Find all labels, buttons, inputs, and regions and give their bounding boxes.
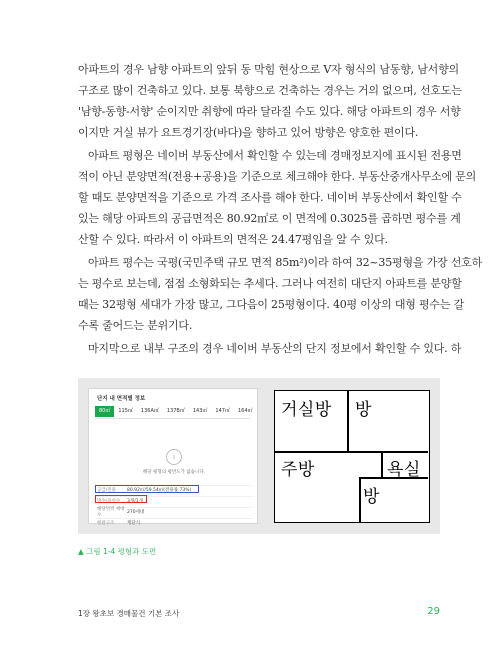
paragraph-line: 마지막으로 내부 구조의 경우 네이버 부동산의 단지 정보에서 확인할 수 있다. 하 — [88, 342, 462, 355]
no-floorplan-message: 해당 평형의 평면도가 없습니다. — [142, 470, 206, 475]
info-icon: i — [166, 449, 182, 465]
floor-plan — [274, 390, 430, 523]
figure-panel — [78, 378, 440, 534]
paragraph-line: 아파트 평형은 네이버 부동산에서 확인할 수 있는데 경매정보지에 표시된 전용면 — [88, 149, 462, 162]
supply-area-highlight — [95, 485, 199, 493]
area-info-title: 단지 내 면적별 정보 — [97, 396, 146, 402]
paragraph-line: 산할 수 있다. 따라서 이 아파트의 면적은 24.47평임을 알 수 있다. — [78, 233, 388, 246]
row-key: 공급/전용 — [97, 488, 116, 493]
paragraph-line: 적이 아닌 분양면적(전용+공용)을 기준으로 체크해야 한다. 부동산중개사무소에 문의 — [78, 170, 477, 183]
paragraph-line: '남향-동향-서향' 순이지만 취향에 따라 달라질 수도 있다. 해당 아파트의 경우 서향 — [78, 105, 461, 118]
table-row — [95, 507, 253, 516]
paragraph-line: 아파트 평수는 국평(국민주택 규모 면적 85m²)이라 하여 32~35평형을 가장 선호하 — [88, 256, 483, 269]
row-value: 80.92㎡/59.54㎡(전용률 73%) — [127, 488, 192, 493]
chapter-footer: 1장 왕초보 경매물건 기본 조사 — [78, 609, 180, 618]
row-value: 3개/1개 — [127, 499, 143, 504]
figure-caption: ▲ 그림 1-4 평형과 도면 — [78, 547, 157, 556]
rooms-highlight — [95, 495, 147, 503]
wall-line — [275, 451, 428, 453]
tab-164[interactable]: 164㎡ — [237, 408, 253, 414]
tab-147[interactable]: 147㎡ — [215, 408, 230, 414]
tab-divider — [95, 418, 251, 419]
tab-80[interactable]: 80㎡ — [95, 406, 114, 417]
room-kitchen: 주방 — [281, 460, 315, 480]
paragraph-line: 수록 줄어드는 분위기다. — [78, 319, 193, 332]
area-info-screenshot — [88, 388, 258, 524]
row-value: 270세대 — [127, 510, 145, 515]
room-living: 거실방 — [281, 400, 332, 420]
row-value: 계단식 — [127, 521, 141, 526]
wall-line — [381, 451, 383, 478]
tab-137b[interactable]: 137B㎡ — [166, 408, 185, 414]
paragraph-line: 이지만 거실 뷰가 요트경기장(바다)을 향하고 있어 방향은 양호한 편이다. — [78, 126, 419, 139]
wall-line — [347, 391, 349, 452]
paragraph-line: 때는 32평형 세대가 가장 많고, 그다음이 25평형이다. 40평 이상의 대형 평수는 갈 — [78, 298, 464, 311]
paragraph-line: 구조로 많이 건축하고 있다. 보통 북향으로 건축하는 경우는 거의 없으며, 선호도는 — [78, 84, 462, 97]
paragraph-line: 는 평수로 보는데, 점점 소형화되는 추세다. 그러나 여전히 대단지 아파트를 분양할 — [78, 277, 462, 290]
room-bathroom: 욕실 — [387, 460, 421, 480]
room-bedroom-bottom: 방 — [363, 487, 380, 507]
page-number: 29 — [427, 606, 440, 617]
room-bedroom-top: 방 — [355, 400, 372, 420]
paragraph-line: 아파트의 경우 남향 아파트의 앞뒤 동 막힘 현상으로 V자 형식의 남동향, 남서향의 — [78, 63, 459, 76]
paragraph-line: 있는 해당 아파트의 공급면적은 80.92㎡로 이 면적에 0.3025를 곱하면 평수를 계 — [78, 212, 461, 225]
row-key: 해당면적 세대수 — [97, 507, 125, 518]
row-key: 현관구조 — [97, 521, 115, 526]
tab-115[interactable]: 115㎡ — [118, 408, 133, 414]
area-tabs — [95, 406, 257, 416]
tab-143[interactable]: 143㎡ — [192, 408, 208, 414]
tab-136a[interactable]: 136A㎡ — [140, 408, 159, 414]
row-key: 방수/욕실수 — [97, 499, 121, 504]
paragraph-line: 할 때도 분양면적을 기준으로 가격 조사를 해야 한다. 네이버 부동산에서 확인할 수 — [78, 191, 462, 204]
wall-line — [359, 477, 361, 522]
table-row — [95, 518, 253, 527]
